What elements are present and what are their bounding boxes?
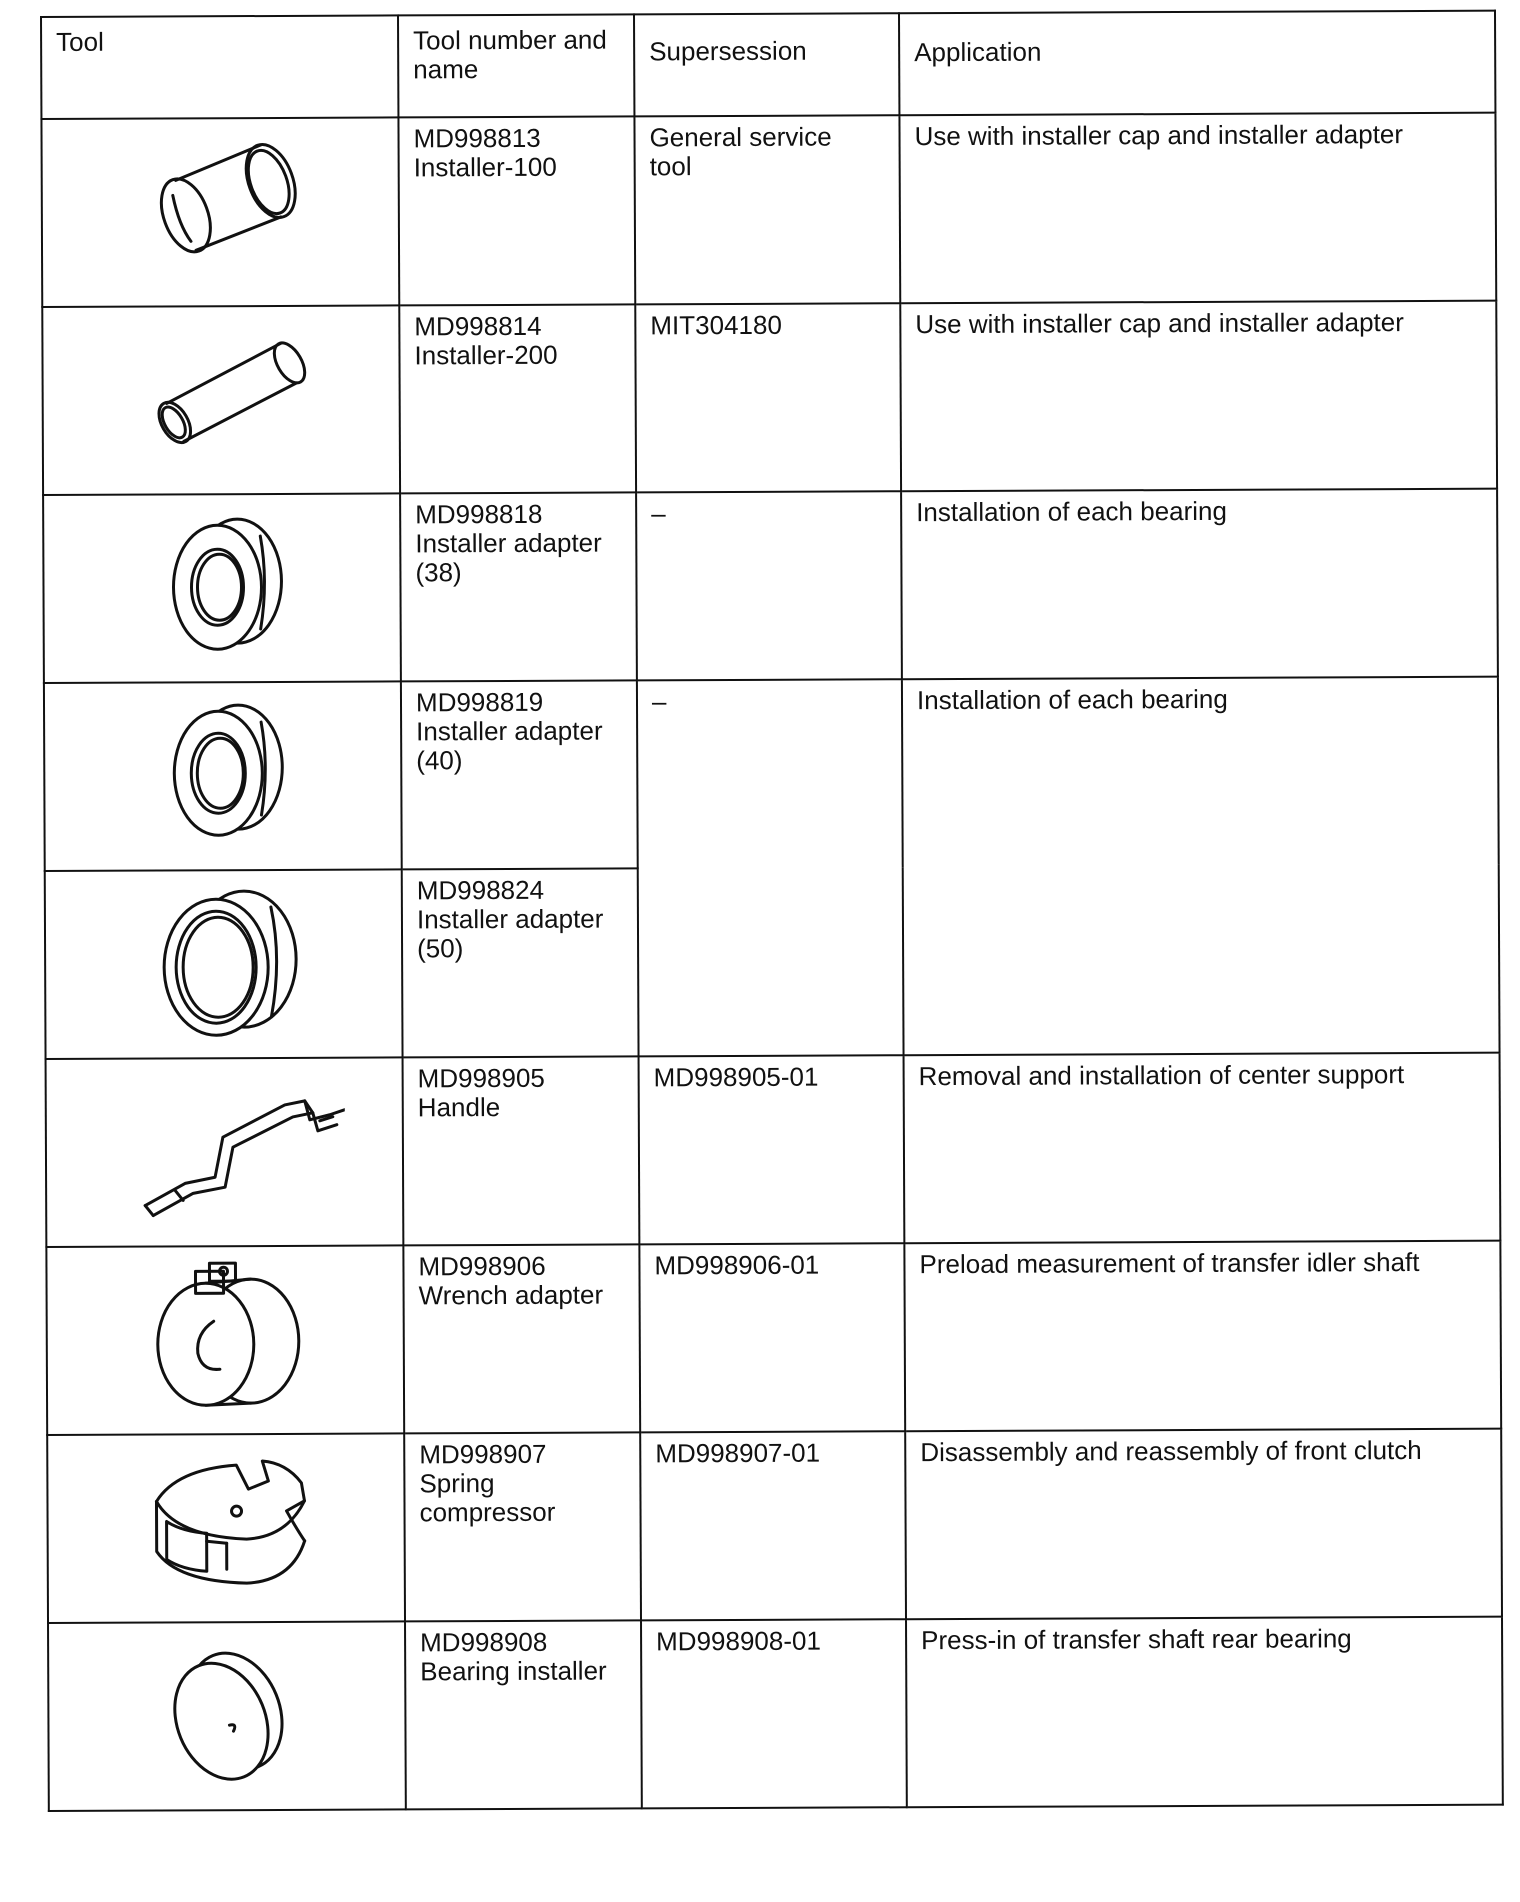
application-cell: Installation of each bearing	[901, 489, 1498, 680]
tool-number: MD998819	[415, 686, 544, 718]
tool-name-line2: compressor	[419, 1496, 556, 1528]
application-cell: Preload measurement of transfer idler shaft	[904, 1241, 1501, 1432]
installer-adapter-38-icon	[142, 501, 303, 662]
tool-number: MD998814	[414, 310, 542, 342]
application-cell: Use with installer cap and installer adapter	[899, 113, 1496, 304]
tool-name: Installer adapter	[416, 903, 604, 935]
table-row	[42, 301, 1497, 495]
table-row	[46, 1241, 1501, 1435]
table-row	[47, 1429, 1502, 1623]
tool-image-cell	[46, 1245, 404, 1435]
application-cell: Installation of each bearing	[902, 677, 1500, 1056]
installer-adapter-40-icon	[142, 689, 303, 850]
tool-number-name-cell	[399, 304, 636, 493]
table-row	[43, 489, 1498, 683]
tool-image-cell	[44, 681, 402, 871]
table-row	[48, 1617, 1503, 1811]
handle-icon	[104, 1065, 345, 1226]
bearing-installer-icon	[147, 1629, 308, 1800]
tool-number: MD998907	[419, 1438, 547, 1470]
special-tools-table	[40, 10, 1504, 1812]
tool-number-name-cell	[398, 116, 635, 305]
tool-number-name-cell	[401, 680, 638, 869]
supersession-cell: MIT304180	[635, 303, 901, 492]
tool-name: Installer-200	[414, 339, 558, 371]
supersession-cell: –	[636, 491, 902, 680]
tool-image-cell	[42, 305, 400, 495]
supersession-cell: –	[637, 679, 904, 1056]
tool-image-cell	[48, 1621, 406, 1811]
tool-number: MD998908	[420, 1626, 548, 1658]
supersession-cell: MD998905-01	[639, 1055, 905, 1244]
header-tool: Tool	[41, 15, 398, 119]
tool-number: MD998824	[416, 874, 545, 906]
tool-name: Wrench adapter	[418, 1279, 604, 1311]
tool-name-size: (40)	[416, 745, 463, 776]
table-row	[41, 113, 1496, 307]
tool-number: MD998906	[418, 1250, 546, 1282]
tool-number: MD998813	[413, 122, 541, 154]
tool-name: Handle	[417, 1092, 501, 1123]
installer-100-icon	[120, 125, 321, 286]
header-row	[41, 11, 1495, 119]
tool-number-name-cell	[403, 1244, 640, 1433]
table-row	[44, 677, 1499, 871]
tool-name-size: (38)	[415, 557, 462, 588]
application-cell: Disassembly and reassembly of front clutch	[905, 1429, 1502, 1620]
tool-name: Bearing installer	[420, 1655, 607, 1687]
supersession-cell: General service tool	[634, 115, 900, 304]
spring-compressor-icon	[136, 1441, 317, 1602]
application-cell: Removal and installation of center support	[904, 1053, 1501, 1244]
wrench-adapter-icon	[135, 1253, 316, 1424]
supersession-cell: MD998907-01	[640, 1431, 906, 1620]
tool-name: Installer adapter	[415, 527, 602, 559]
tool-image-cell	[41, 117, 399, 307]
table-row	[46, 1053, 1501, 1247]
tool-name: Installer-100	[413, 151, 557, 183]
supersession-cell: MD998906-01	[639, 1243, 905, 1432]
tool-number: MD998905	[417, 1062, 545, 1094]
tool-number-name-cell	[405, 1620, 642, 1809]
tool-number-name-cell	[402, 868, 639, 1057]
tool-name-size: (50)	[417, 933, 464, 964]
header-tool-number-name: Tool number and name	[398, 14, 634, 117]
installer-adapter-50-icon	[133, 877, 314, 1048]
header-application: Application	[899, 11, 1495, 116]
tool-image-cell	[47, 1433, 405, 1623]
tool-number-name-cell	[404, 1432, 641, 1621]
tool-number-name-cell	[403, 1056, 640, 1245]
tool-image-cell	[45, 869, 403, 1059]
tool-number-name-cell	[400, 492, 637, 681]
tool-name: Spring	[419, 1468, 495, 1499]
tool-number: MD998818	[415, 498, 543, 530]
supersession-cell: MD998908-01	[641, 1619, 907, 1808]
tool-image-cell	[43, 493, 401, 683]
header-supersession: Supersession	[634, 13, 899, 116]
application-cell: Use with installer cap and installer adapter	[900, 301, 1497, 492]
tool-image-cell	[46, 1057, 404, 1247]
application-cell: Press-in of transfer shaft rear bearing	[906, 1617, 1503, 1808]
installer-200-icon	[111, 313, 332, 474]
tool-name: Installer adapter	[416, 715, 603, 747]
